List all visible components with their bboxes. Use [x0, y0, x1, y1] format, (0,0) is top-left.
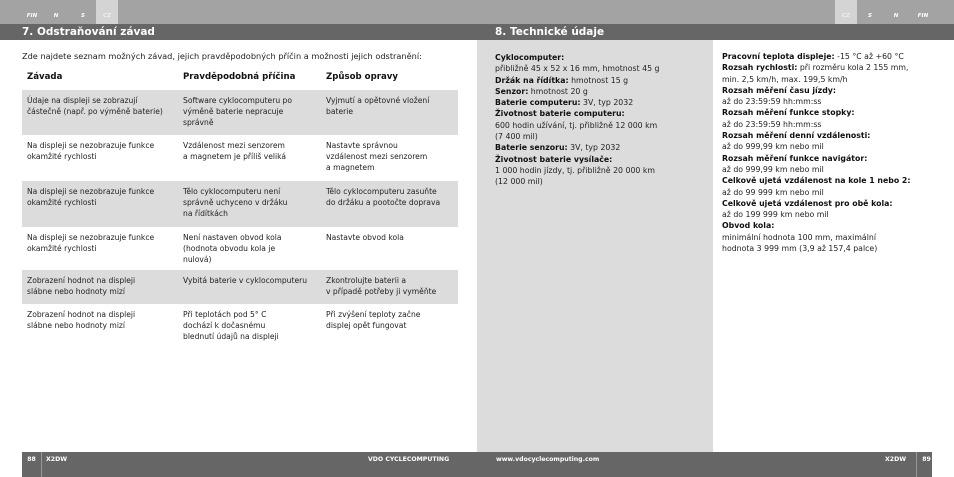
- spec-line: [722, 209, 950, 220]
- spec-value: 1 000 hodin jízdy, tj. přibližně 20 000 km: [495, 165, 655, 175]
- model-name-left: X2DW: [46, 456, 68, 463]
- spec-label: Senzor:: [495, 86, 529, 96]
- table-row: [22, 135, 458, 181]
- table-row: [22, 270, 458, 304]
- spec-line: [495, 154, 710, 165]
- lang-tab-n[interactable]: N: [53, 13, 59, 19]
- spec-value: až do 999,99 km nebo mil: [722, 164, 824, 174]
- spec-value: při rozměru kola 2 155 mm,: [797, 63, 909, 73]
- spec-label: Rozsah rychlosti:: [722, 63, 798, 73]
- spec-line: [722, 153, 950, 164]
- cause-cell-line: (hodnota obvodu kola je: [183, 244, 276, 254]
- technical-data-column-2: [722, 51, 950, 254]
- top-language-bar-right: [477, 0, 954, 24]
- lang-tab-fin[interactable]: FIN: [26, 13, 38, 19]
- fault-cell-line: okamžité rychlosti: [27, 152, 97, 162]
- spec-line: [722, 232, 950, 243]
- fault-cell-line: Na displeji se nezobrazuje funkce: [27, 141, 155, 150]
- fault-cell-line: okamžité rychlosti: [27, 198, 97, 208]
- cause-cell-line: výměně baterie nepracuje: [183, 107, 284, 117]
- footer-corner-right: [932, 452, 954, 477]
- spec-value: (12 000 mil): [495, 177, 543, 187]
- cause-cell: [183, 95, 321, 129]
- spec-line: [722, 107, 950, 118]
- spec-label: Baterie computeru:: [495, 98, 581, 108]
- spec-line: [495, 120, 710, 131]
- fix-cell: [326, 186, 458, 208]
- fix-cell: [326, 275, 458, 297]
- spec-value: min. 2,5 km/h, max. 199,5 km/h: [722, 74, 848, 84]
- spec-label: Cyklocomputer:: [495, 53, 565, 62]
- fix-cell-line: baterie: [326, 107, 354, 117]
- header-fault: Závada: [27, 72, 63, 82]
- spec-line: [722, 74, 950, 85]
- spec-line: [495, 63, 710, 74]
- fault-cell: [27, 140, 177, 162]
- spec-line: [722, 96, 950, 107]
- spec-label: Pracovní teplota displeje:: [722, 52, 835, 61]
- spec-label: Celkově ujetá vzdálenost na kole 1 nebo 2:: [722, 176, 911, 186]
- troubleshooting-table: [22, 66, 458, 348]
- spec-line: [495, 108, 710, 119]
- spec-line: [722, 119, 950, 130]
- fault-cell-line: Zobrazení hodnot na displeji: [27, 276, 136, 285]
- lang-tab-fin[interactable]: FIN: [917, 13, 929, 19]
- fix-cell-line: a magnetem: [326, 163, 375, 173]
- spec-line: [722, 164, 950, 175]
- spec-value: až do 99 999 km nebo mil: [722, 187, 824, 197]
- table-row: [22, 227, 458, 270]
- spec-label: Životnost baterie vysílače:: [495, 154, 613, 164]
- fix-cell: [326, 140, 458, 174]
- cause-cell: [183, 309, 321, 343]
- fix-cell-line: do držáku a pootočte doprava: [326, 198, 441, 208]
- brand-name: VDO CYCLECOMPUTING: [368, 456, 450, 463]
- spec-value: minimální hodnota 100 mm, maximální: [722, 232, 876, 242]
- cause-cell-line: Při teplotách pod 5° C: [183, 310, 267, 319]
- spec-value: přibližně 45 x 52 x 16 mm, hmotnost 45 g: [495, 64, 660, 74]
- cause-cell: [183, 140, 321, 162]
- spec-line: [722, 175, 950, 186]
- spec-value: (7 400 mil): [495, 132, 538, 142]
- spec-label: Rozsah měření funkce navigátor:: [722, 153, 868, 163]
- cause-cell-line: správně uchyceno v držáku: [183, 198, 288, 208]
- spec-value: až do 23:59:59 hh:mm:ss: [722, 97, 822, 107]
- fault-cell: [27, 95, 177, 117]
- footer-corner-left: [0, 452, 22, 477]
- fault-cell-line: Zobrazení hodnot na displeji: [27, 310, 136, 319]
- fix-cell-line: v případě potřeby ji vyměňte: [326, 287, 437, 297]
- spec-line: [722, 62, 950, 73]
- lang-tab-s[interactable]: S: [81, 13, 85, 19]
- fault-cell: [27, 186, 177, 208]
- spec-line: [722, 243, 950, 254]
- spec-line: [722, 85, 950, 96]
- top-language-bar-left: [0, 0, 477, 24]
- page-number-right: 89: [916, 452, 936, 477]
- spec-line: [495, 75, 710, 86]
- cause-cell-line: Není nastaven obvod kola: [183, 233, 282, 242]
- fix-cell-line: Vyjmutí a opětovné vložení: [326, 96, 430, 105]
- fix-cell-line: Při zvýšení teploty začne: [326, 310, 421, 319]
- spec-label: Celkově ujetá vzdálenost pro obě kola:: [722, 198, 893, 208]
- spec-value: hmotnost 20 g: [528, 86, 588, 96]
- cause-cell: [183, 275, 321, 286]
- spec-value: až do 199 999 km nebo mil: [722, 210, 829, 220]
- cause-cell-line: Vybitá baterie v cyklocomputeru: [183, 276, 308, 285]
- spec-label: Životnost baterie computeru:: [495, 109, 625, 119]
- spec-value: -15 °C až +60 °C: [834, 52, 904, 61]
- cause-cell-line: blednutí údajů na displeji: [183, 332, 279, 342]
- spec-line: [722, 187, 950, 198]
- fix-cell: [326, 232, 458, 243]
- table-row: [22, 90, 458, 135]
- spec-line: [495, 131, 710, 142]
- fix-cell-line: displej opět fungovat: [326, 321, 407, 331]
- fix-cell-line: Nastavte obvod kola: [326, 233, 404, 242]
- fault-cell-line: Na displeji se nezobrazuje funkce: [27, 233, 155, 242]
- spec-line: [722, 220, 950, 231]
- header-cause: Pravděpodobná příčina: [183, 72, 296, 82]
- spec-line: [495, 97, 710, 108]
- lang-tab-cz-active[interactable]: CZ: [835, 0, 857, 24]
- spec-line: [495, 142, 710, 153]
- fix-cell: [326, 309, 458, 331]
- technical-data-heading: 8. Technické údaje: [477, 24, 713, 40]
- troubleshooting-intro: Zde najdete seznam možných závad, jejich pravděpodobných příčin a možnosti jejich odstranění:: [22, 51, 422, 61]
- lang-tab-n[interactable]: N: [893, 13, 899, 19]
- spec-line: [722, 51, 950, 62]
- cause-cell-line: Software cyklocomputeru po: [183, 96, 293, 105]
- lang-tab-s[interactable]: S: [868, 13, 872, 19]
- spec-line: [495, 52, 710, 63]
- technical-data-heading-bar: [713, 24, 954, 40]
- table-row: [22, 304, 458, 348]
- fault-cell: [27, 275, 177, 297]
- cause-cell-line: správně: [183, 118, 214, 128]
- header-fix: Způsob opravy: [326, 72, 398, 82]
- fault-cell-line: Na displeji se nezobrazuje funkce: [27, 187, 155, 196]
- cause-cell-line: dochází k dočasnému: [183, 321, 266, 331]
- website-url[interactable]: www.vdocyclecomputing.com: [496, 456, 600, 463]
- cause-cell-line: Tělo cyklocomputeru není: [183, 187, 281, 196]
- fix-cell-line: Tělo cyklocomputeru zasuňte: [326, 187, 437, 196]
- model-name-right: X2DW: [885, 456, 907, 463]
- lang-tab-cz-active[interactable]: CZ: [96, 0, 118, 24]
- fix-cell-line: vzdálenost mezi senzorem: [326, 152, 428, 162]
- cause-cell: [183, 232, 321, 266]
- spec-line: [495, 86, 710, 97]
- spec-label: Držák na řídítka:: [495, 75, 569, 85]
- cause-cell-line: na řídítkách: [183, 209, 228, 219]
- cause-cell-line: nulová): [183, 255, 212, 265]
- spec-line: [495, 176, 710, 187]
- spec-value: 3V, typ 2032: [567, 143, 621, 153]
- fix-cell-line: Nastavte správnou: [326, 141, 398, 150]
- fault-cell: [27, 232, 177, 254]
- page-number-left: 88: [22, 452, 42, 477]
- fault-cell-line: slábne nebo hodnoty mizí: [27, 321, 126, 331]
- spec-value: hmotnost 15 g: [568, 75, 629, 85]
- table-row: [22, 181, 458, 227]
- fix-cell-line: Zkontrolujte baterii a: [326, 276, 406, 285]
- spec-value: až do 23:59:59 hh:mm:ss: [722, 119, 822, 129]
- fault-cell-line: Údaje na displeji se zobrazují: [27, 96, 138, 105]
- footer-left: [0, 452, 477, 477]
- fix-cell: [326, 95, 458, 117]
- cause-cell-line: a magnetem je příliš veliká: [183, 152, 287, 162]
- fault-cell-line: okamžité rychlosti: [27, 244, 97, 254]
- spec-label: Rozsah měření denní vzdálenosti:: [722, 131, 871, 141]
- table-header: [22, 66, 458, 90]
- spec-value: hodnota 3 999 mm (3,9 až 157,4 palce): [722, 244, 878, 254]
- spec-line: [722, 198, 950, 209]
- footer-right: [477, 452, 954, 477]
- fault-cell-line: částečně (např. po výměně baterie): [27, 107, 163, 117]
- spec-line: [722, 130, 950, 141]
- technical-data-column-1: [495, 52, 710, 188]
- spec-value: 3V, typ 2032: [580, 98, 634, 108]
- spec-line: [722, 141, 950, 152]
- troubleshooting-heading: 7. Odstraňování závad: [0, 24, 477, 40]
- spec-line: [495, 165, 710, 176]
- spec-value: až do 999,99 km nebo mil: [722, 142, 824, 152]
- cause-cell: [183, 186, 321, 220]
- spec-label: Baterie senzoru:: [495, 143, 568, 153]
- spec-label: Obvod kola:: [722, 221, 775, 231]
- fault-cell-line: slábne nebo hodnoty mizí: [27, 287, 126, 297]
- spec-label: Rozsah měření času jízdy:: [722, 85, 837, 95]
- spec-value: 600 hodin užívání, tj. přibližně 12 000 km: [495, 120, 658, 130]
- fault-cell: [27, 309, 177, 331]
- spec-label: Rozsah měření funkce stopky:: [722, 108, 855, 118]
- cause-cell-line: Vzdálenost mezi senzorem: [183, 141, 285, 150]
